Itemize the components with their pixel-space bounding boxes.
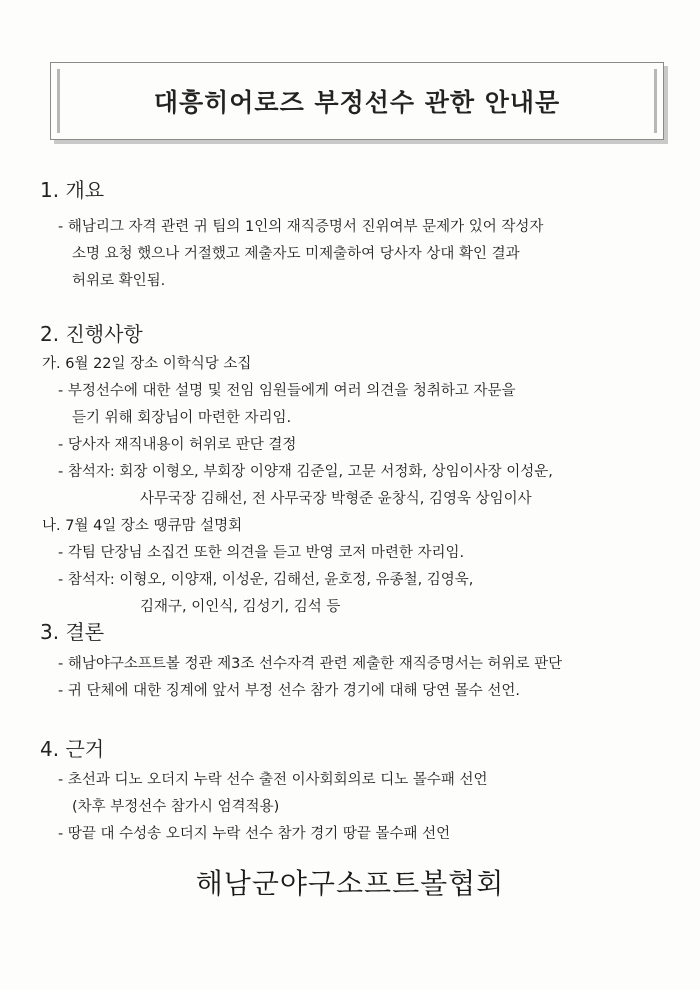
progress-item-b: 나. 7월 4일 장소 땡큐맘 설명회 [42, 518, 243, 534]
title-box [50, 62, 664, 140]
overview-line-2: 소명 요청 했으나 거절했고 제출자도 미제출하여 당사자 상대 확인 결과 [72, 246, 520, 262]
overview-line-1: - 해남리그 자격 관련 귀 팀의 1인의 재직증명서 진위여부 문제가 있어 작성자 [58, 219, 544, 235]
title-box-right-bar [654, 69, 657, 133]
progress-line-1: - 부정선수에 대한 설명 및 전임 임원들에게 여러 의견을 청취하고 자문을 [58, 383, 516, 399]
title-box-left-bar [57, 69, 60, 133]
basis-line-2: (차후 부정선수 참가시 엄격적용) [72, 799, 280, 815]
progress-attendees-1-cont: 사무국장 김해선, 전 사무국장 박형준 윤창식, 김영욱 상임이사 [140, 491, 532, 507]
document-title: 대흥히어로즈 부정선수 관한 안내문 [153, 88, 561, 117]
section-heading-progress: 2. 진행사항 [40, 322, 143, 346]
basis-line-3: - 땅끝 대 수성송 오더지 누락 선수 참가 경기 땅끝 몰수패 선언 [58, 826, 451, 842]
progress-attendees-2: - 참석자: 이형오, 이양재, 이성운, 김해선, 윤호정, 유종철, 김영욱, [58, 572, 474, 588]
progress-line-4: - 각팀 단장님 소집건 또한 의견을 듣고 반영 코저 마련한 자리임. [58, 545, 465, 561]
progress-attendees-1: - 참석자: 회장 이형오, 부회장 이양재 김준일, 고문 서정화, 상임이사장 이성운, [58, 464, 553, 480]
overview-line-3: 허위로 확인됨. [72, 273, 166, 289]
progress-line-2: 듣기 위해 회장님이 마련한 자리임. [72, 410, 292, 426]
section-heading-conclusion: 3. 결론 [40, 620, 105, 644]
basis-line-1: - 초선과 디노 오더지 누락 선수 출전 이사회회의로 디노 몰수패 선언 [58, 772, 488, 788]
issuer-name: 해남군야구소프트볼협회 [195, 867, 505, 900]
progress-item-a: 가. 6월 22일 장소 이학식당 소집 [42, 356, 252, 372]
section-heading-basis: 4. 근거 [40, 737, 105, 761]
conclusion-line-2: - 귀 단체에 대한 징계에 앞서 부정 선수 참가 경기에 대해 당연 몰수 선언. [58, 683, 520, 699]
progress-line-3: - 당사자 재직내용이 허위로 판단 결정 [58, 437, 297, 453]
progress-attendees-2-cont: 김재구, 이인식, 김성기, 김석 등 [140, 599, 341, 615]
conclusion-line-1: - 해남야구소프트볼 정관 제3조 선수자격 관련 제출한 재직증명서는 허위로 판단 [58, 656, 563, 672]
section-heading-overview: 1. 개요 [40, 178, 105, 202]
